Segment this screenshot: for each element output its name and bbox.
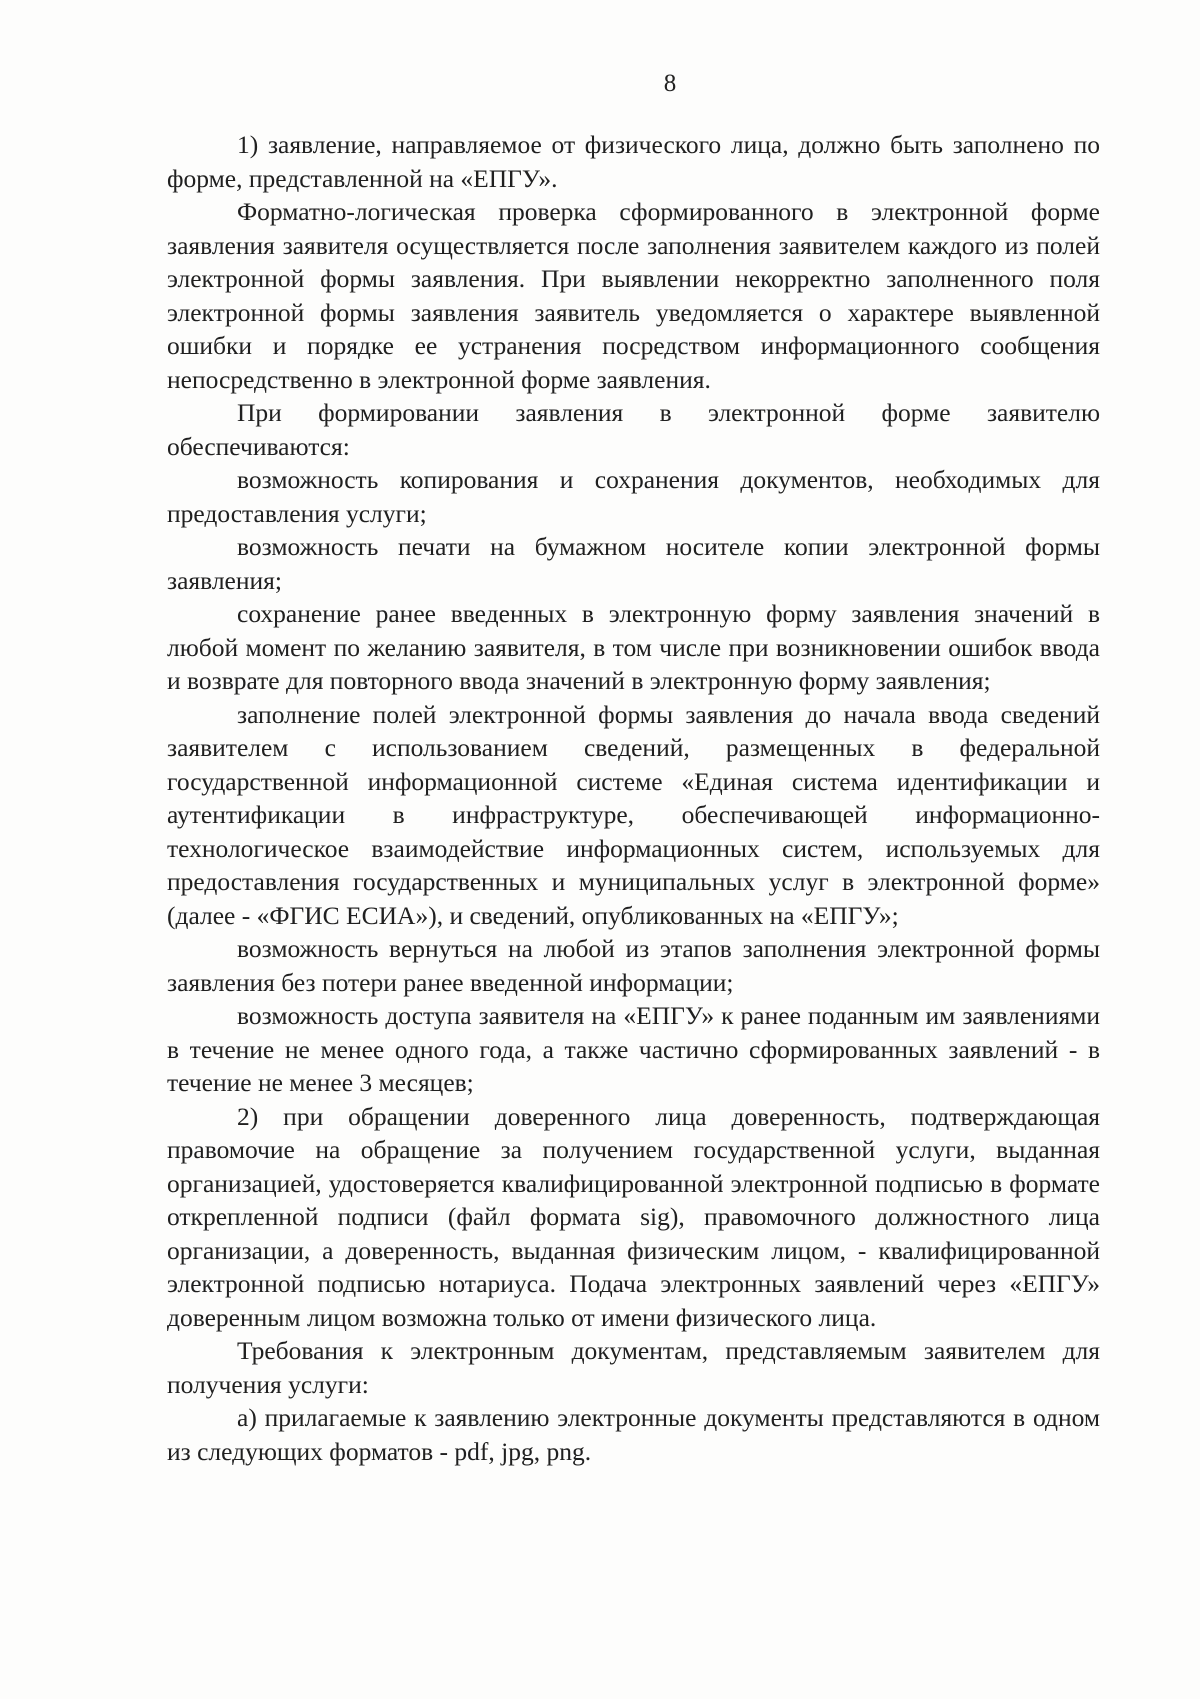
paragraph-format-check: Форматно-логическая проверка сформированного в электронной форме заявления заявителя осуществляется после заполнения заявителем каждого из полей электронной формы заявления. При выявлении некорректно заполненного поля электронной формы заявления заявитель уведомляется о характере выявленной ошибки и порядке ее устранения посредством информационного сообщения непосредственно в электронной форме заявления. — [167, 197, 1100, 394]
paragraph-autofill: заполнение полей электронной формы заявления до начала ввода сведений заявителем с использованием сведений, размещенных в федеральной государственной информационной системе «Единая система идентификации и аутентификации в инфраструктуре, обеспечивающей информационно-технологическое взаимодействие информационных систем, используемых для предоставления государственных и муниципальных услуг в электронной форме» (далее - «ФГИС ЕСИА»), и сведений, опубликованных на «ЕПГУ»; — [167, 699, 1100, 930]
paragraph-print: возможность печати на бумажном носителе копии электронной формы заявления; — [167, 532, 1100, 595]
paragraph-document-requirements: Требования к электронным документам, представляемым заявителем для получения услуги: — [167, 1336, 1100, 1399]
paragraph-access-history: возможность доступа заявителя на «ЕПГУ» к ранее поданным им заявлениями в течение не менее одного года, а также частично сформированных заявлений - в течение не менее 3 месяцев; — [167, 1001, 1100, 1097]
paragraph-copy-save: возможность копирования и сохранения документов, необходимых для предоставления услуги; — [167, 465, 1100, 528]
paragraph-return-to-step: возможность вернуться на любой из этапов заполнения электронной формы заявления без потери ранее введенной информации; — [167, 934, 1100, 997]
paragraph-save-values: сохранение ранее введенных в электронную форму заявления значений в любой момент по желанию заявителя, в том числе при возникновении ошибок ввода и возврате для повторного ввода значений в электронную форму заявления; — [167, 599, 1100, 695]
paragraph-application-form: 1) заявление, направляемое от физического лица, должно быть заполнено по форме, представленной на «ЕПГУ». — [167, 130, 1100, 193]
paragraph-provided-features-intro: При формировании заявления в электронной форме заявителю обеспечиваются: — [167, 398, 1100, 461]
paragraph-file-formats: а) прилагаемые к заявлению электронные документы представляются в одном из следующих форматов - pdf, jpg, png. — [167, 1403, 1100, 1466]
page-number: 8 — [663, 70, 677, 97]
paragraph-power-of-attorney: 2) при обращении доверенного лица доверенность, подтверждающая правомочие на обращение за получением государственной услуги, выданная организацией, удостоверяется квалифицированной электронной подписью в формате открепленной подписи (файл формата sig), правомочного должностного лица организации, а доверенность, выданная физическим лицом, - квалифицированной электронной подписью нотариуса. Подача электронных заявлений через «ЕПГУ» доверенным лицом возможна только от имени физического лица. — [167, 1101, 1100, 1332]
document-text — [167, 128, 1100, 1468]
